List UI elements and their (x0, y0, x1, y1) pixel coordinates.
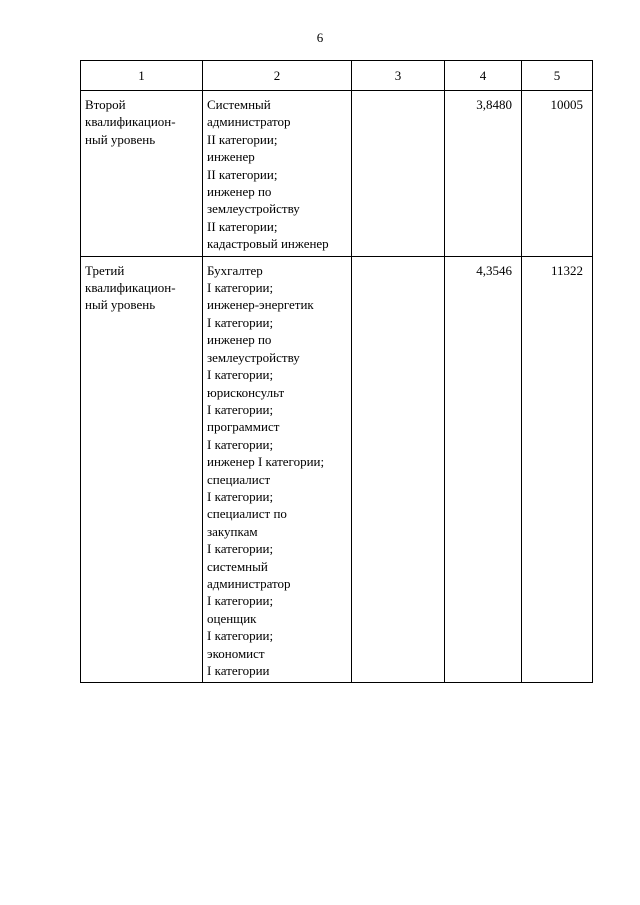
cell-line: инженер по (207, 332, 272, 348)
cell-line: администратор (207, 114, 291, 130)
cell-line: инженер I категории; (207, 454, 325, 470)
qualification-level-cell (81, 256, 203, 683)
cell-line: I категории (207, 663, 270, 678)
cell-line: инженер по (207, 184, 272, 200)
cell-line: квалификацион- (85, 280, 176, 296)
empty-cell (352, 91, 445, 257)
cell-line: инженер-энергетик (207, 297, 314, 313)
cell-line: Системный (207, 97, 271, 112)
cell-line: оценщик (207, 610, 257, 626)
cell-line: I категории; (207, 541, 274, 557)
page-number: 6 (316, 30, 324, 45)
cell-line: I категории; (207, 628, 274, 644)
coefficient-cell: 4,3546 (445, 256, 522, 683)
cell-line: кадастровый инженер (207, 236, 329, 252)
coefficient-cell: 3,8480 (445, 91, 522, 257)
positions-cell (203, 256, 352, 683)
cell-line: землеустройству (207, 201, 300, 217)
cell-line: II категории; (207, 166, 278, 182)
table-header-row (81, 61, 593, 91)
cell-line: специалист (207, 471, 271, 487)
qualification-level-cell (81, 91, 203, 257)
cell-line: инженер (207, 149, 255, 165)
cell-line: специалист по (207, 506, 287, 522)
cell-line: землеустройству (207, 349, 300, 365)
empty-cell (352, 256, 445, 683)
table-body (81, 91, 593, 683)
cell-line: ный уровень (85, 297, 156, 313)
column-header: 4 (445, 61, 522, 91)
table-row (81, 256, 593, 683)
column-header: 1 (81, 61, 203, 91)
cell-line: квалификацион- (85, 114, 176, 130)
cell-line: I категории; (207, 593, 274, 609)
cell-line: ный уровень (85, 131, 156, 147)
cell-line: II категории; (207, 131, 278, 147)
cell-line: Третий (85, 262, 125, 278)
cell-line: Бухгалтер (207, 262, 263, 278)
positions-cell (203, 91, 352, 257)
column-header: 2 (203, 61, 352, 91)
cell-line: I категории; (207, 488, 274, 504)
cell-line: I категории; (207, 436, 274, 452)
cell-line: закупкам (207, 523, 258, 539)
salary-table (80, 60, 593, 683)
column-header: 3 (352, 61, 445, 91)
cell-line: экономист (207, 645, 265, 661)
cell-line: Второй (85, 97, 126, 112)
cell-line: юрисконсульт (207, 384, 285, 400)
column-header: 5 (522, 61, 593, 91)
cell-line: программист (207, 419, 280, 435)
cell-line: I категории; (207, 367, 274, 383)
cell-line: I категории; (207, 314, 274, 330)
salary-cell: 10005 (522, 91, 593, 257)
cell-line: системный (207, 558, 268, 574)
cell-line: администратор (207, 575, 291, 591)
cell-line: II категории; (207, 218, 278, 234)
salary-cell: 11322 (522, 256, 593, 683)
cell-line: I категории; (207, 280, 274, 296)
cell-line: I категории; (207, 401, 274, 417)
table-row (81, 91, 593, 257)
